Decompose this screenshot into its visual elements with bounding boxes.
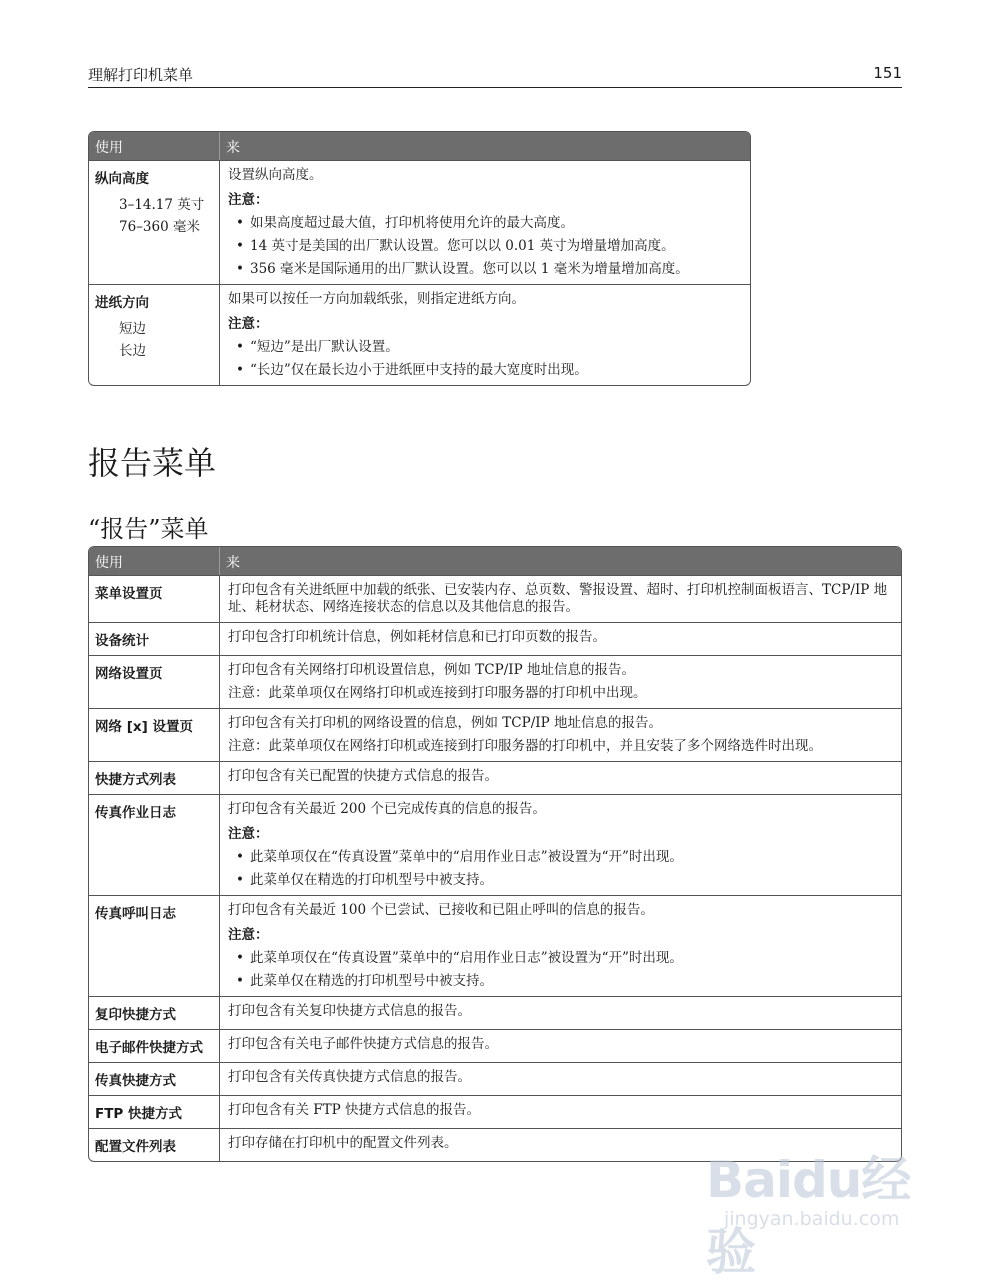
menu-item-description: 打印包含有关网络打印机设置信息，例如 TCP/IP 地址信息的报告。 <box>228 662 635 678</box>
menu-item-description: 打印包含有关打印机的网络设置的信息，例如 TCP/IP 地址信息的报告。 <box>228 715 662 731</box>
menu-item-name: 配置文件列表 <box>95 1139 176 1155</box>
table-row <box>89 996 901 1029</box>
table-row <box>89 1029 901 1062</box>
baidu-logo: Baidu经验 <box>706 1151 911 1280</box>
menu-item-name: 传真作业日志 <box>95 805 176 821</box>
column-header-purpose: 来 <box>226 140 240 156</box>
table-row <box>89 655 901 708</box>
menu-item-description: 如果可以按任一方向加载纸张，则指定进纸方向。 <box>228 291 525 307</box>
note-bullet: • 如果高度超过最大值，打印机将使用允许的最大高度。 <box>228 215 742 232</box>
page-header <box>88 62 902 88</box>
table-header <box>89 547 901 575</box>
note-bullet: • 此菜单仅在精选的打印机型号中被支持。 <box>228 973 893 990</box>
note-label: 注意： <box>228 927 269 943</box>
note-bullet: • “长边”仅在最长边小于进纸匣中支持的最大宽度时出现。 <box>228 362 742 379</box>
table-row <box>89 284 750 385</box>
menu-option: 短边 <box>119 321 146 337</box>
column-header-purpose: 来 <box>226 555 240 571</box>
menu-item-name: 快捷方式列表 <box>95 772 176 788</box>
menu-item-description: 打印包含有关复印快捷方式信息的报告。 <box>228 1003 471 1019</box>
menu-item-note: 注意：此菜单项仅在网络打印机或连接到打印服务器的打印机中，并且安装了多个网络选件时出现。 <box>228 738 822 754</box>
menu-item-name: 复印快捷方式 <box>95 1007 176 1023</box>
menu-item-name: FTP 快捷方式 <box>95 1106 183 1122</box>
table-row <box>89 1062 901 1095</box>
menu-item-description: 打印包含有关最近 200 个已完成传真的信息的报告。 <box>228 801 546 817</box>
note-bullet: • 此菜单仅在精选的打印机型号中被支持。 <box>228 872 893 889</box>
header-title: 理解打印机菜单 <box>88 66 194 84</box>
menu-item-description: 打印包含有关电子邮件快捷方式信息的报告。 <box>228 1036 498 1052</box>
menu-item-name: 传真快捷方式 <box>95 1073 176 1089</box>
note-label: 注意： <box>228 192 269 208</box>
menu-item-description: 打印包含有关进纸匣中加载的纸张、已安装内存、总页数、警报设置、超时、打印机控制面板语言、TCP/IP 地址、耗材状态、网络连接状态的信息以及其他信息的报告。 <box>228 582 888 615</box>
menu-option: 长边 <box>119 343 146 359</box>
menu-option: 3–14.17 英寸 <box>119 197 205 213</box>
subsection-title: “报告”菜单 <box>88 515 209 543</box>
note-bullet: • 356 毫米是国际通用的出厂默认设置。您可以以 1 毫米为增量增加高度。 <box>228 261 742 278</box>
menu-item-name: 纵向高度 <box>95 171 149 187</box>
watermark <box>706 1130 936 1280</box>
menu-item-description: 设置纵向高度。 <box>228 167 323 183</box>
menu-option: 76–360 毫米 <box>119 219 200 235</box>
table-row <box>89 1095 901 1128</box>
menu-item-description: 打印包含有关 FTP 快捷方式信息的报告。 <box>228 1102 481 1118</box>
table-row <box>89 895 901 996</box>
menu-item-name: 菜单设置页 <box>95 586 163 602</box>
menu-item-name: 进纸方向 <box>95 295 149 311</box>
note-label: 注意： <box>228 826 269 842</box>
column-header-use: 使用 <box>89 547 220 575</box>
table-header <box>89 132 750 160</box>
menu-item-note: 注意：此菜单项仅在网络打印机或连接到打印服务器的打印机中出现。 <box>228 685 647 701</box>
menu-item-description: 打印包含打印机统计信息，例如耗材信息和已打印页数的报告。 <box>228 629 606 645</box>
note-bullet: • 此菜单项仅在“传真设置”菜单中的“启用作业日志”被设置为“开”时出现。 <box>228 849 893 866</box>
note-bullet: • 此菜单项仅在“传真设置”菜单中的“启用作业日志”被设置为“开”时出现。 <box>228 950 893 967</box>
watermark-url: jingyan.baidu.com <box>724 1208 900 1230</box>
table-row <box>89 761 901 794</box>
menu-item-name: 网络设置页 <box>95 666 163 682</box>
table-row <box>89 160 750 284</box>
note-label: 注意： <box>228 316 269 332</box>
menu-item-description: 打印包含有关已配置的快捷方式信息的报告。 <box>228 768 498 784</box>
paper-settings-table <box>88 131 751 386</box>
note-list <box>228 339 742 379</box>
column-header-use: 使用 <box>89 132 220 160</box>
section-title: 报告菜单 <box>88 444 217 482</box>
menu-item-name: 电子邮件快捷方式 <box>95 1040 203 1056</box>
menu-item-name: 设备统计 <box>95 633 149 649</box>
note-list <box>228 950 893 990</box>
note-list <box>228 849 893 889</box>
reports-menu-table <box>88 546 902 1162</box>
menu-item-description: 打印包含有关传真快捷方式信息的报告。 <box>228 1069 471 1085</box>
note-bullet: • “短边”是出厂默认设置。 <box>228 339 742 356</box>
menu-item-name: 传真呼叫日志 <box>95 906 176 922</box>
note-list <box>228 215 742 278</box>
table-row <box>89 794 901 895</box>
table-row <box>89 708 901 761</box>
menu-item-name: 网络 [x] 设置页 <box>95 719 193 735</box>
table-row <box>89 575 901 622</box>
note-bullet: • 14 英寸是美国的出厂默认设置。您可以以 0.01 英寸为增量增加高度。 <box>228 238 742 255</box>
page-number: 151 <box>873 64 902 82</box>
table-row <box>89 622 901 655</box>
menu-item-description: 打印包含有关最近 100 个已尝试、已接收和已阻止呼叫的信息的报告。 <box>228 902 654 918</box>
menu-item-description: 打印存储在打印机中的配置文件列表。 <box>228 1135 458 1151</box>
